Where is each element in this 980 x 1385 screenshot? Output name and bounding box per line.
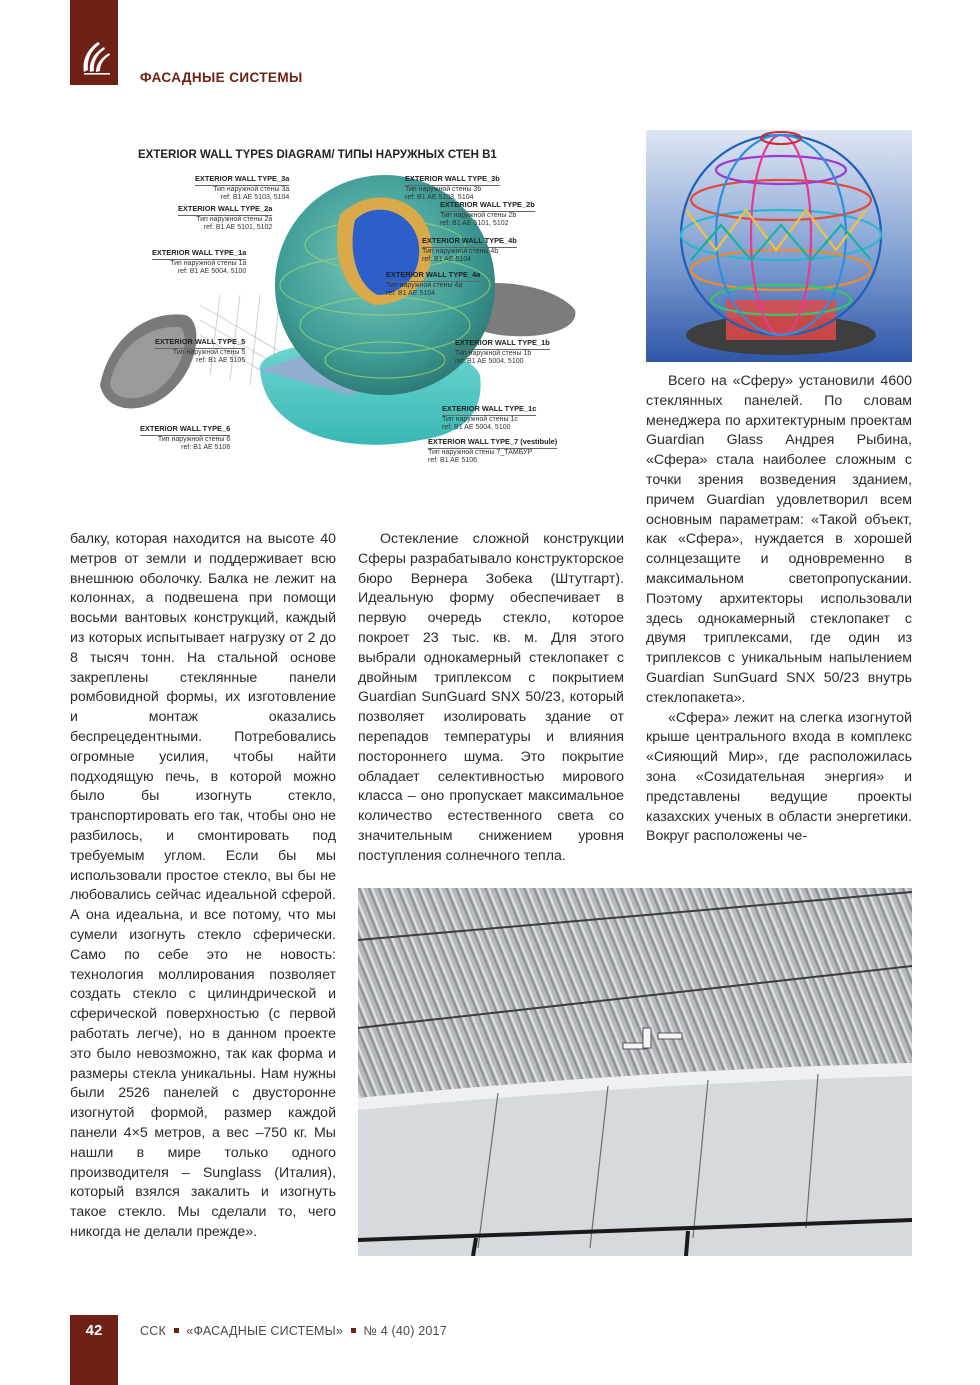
callout-wall-type-4b: EXTERIOR WALL TYPE_4b Тип наружной стены 4b ref: B1 AE 5104 [422, 236, 517, 263]
page-number: 42 [85, 1322, 103, 1339]
paragraph: Всего на «Сферу» установили 4600 стеклянных панелей. По словам менеджера по архитектурным проектам Guardian Glass Андрея Рыбина, «Сфера» стала наиболее сложным с точки зрения возведения зданием, причем Guardian удовлетворил всем основным параметрам: «Такой объект, как «Сфера», нуждается в хорошей солнцезащите и одновременно в максимальном светопропускании. Поэтому архитекторы использовали здесь однокамерный стеклопакет с двумя триплексами, где один из триплексов с уникальным напылением Guardian SunGuard SNX 50/23 внутрь стеклопакета». [646, 373, 912, 706]
article-column-2 [358, 530, 624, 867]
sphere-frame-image [646, 130, 912, 362]
footer-publication-info [140, 1324, 447, 1338]
magazine-logo-icon [78, 38, 112, 78]
section-title: ФАСАДНЫЕ СИСТЕМЫ [140, 70, 303, 85]
paragraph: балку, которая находится на высоте 40 метров от земли и поддерживает всю внешнюю оболочку. Балка не лежит на колоннах, а подвешена при помощи восьми вантовых конструкций, каждый из которых испытывает нагрузку от 2 до 8 тысяч тонн. На стальной основе закреплены стеклянные панели ромбовидной формы, их изготовление и монтаж оказались беспрецедентными. Потребовались огромные усилия, чтобы найти подходящую печь, в которой можно было бы изогнуть стекло, транспортировать его так, чтобы оно не разбилось, и смонтировать под требуемым углом. Если бы мы использовали простое стекло, вы бы не любовались сейчас идеальной сферой. А она идеальна, и все потому, что мы сумели изогнуть стекло сферически. Само по себе это не новость: технология моллирования позволяет создать стекло с цилиндрической и сферической поверхностью (с первой работать легче), но в данном проекте это было невозможно, так как форма и размеры стекла уникальны. Нам нужны были 2526 панелей с двусторонне изогнутой формой, размер каждой панели 4×5 метров, а вес –750 кг. Мы нашли в мире только одного производителя – Sunglass (Италия), который взялся закалить и изогнуть такое стекло. Мы сделали то, чего никогда не делали прежде». [70, 531, 336, 1240]
paragraph: «Сфера» лежит на слегка изогнутой крыше центрального входа в комплекс «Сияющий Мир», где расположилась зона «Созидательная энергия» и представлены ведущие проекты казахских ученых в области энергетики. Вокруг расположены че- [646, 709, 912, 845]
article-column-1 [70, 530, 336, 1243]
callout-wall-type-1a: EXTERIOR WALL TYPE_1a Тип наружной стены 1a ref: B1 AE 5004, 5100 [152, 248, 247, 275]
roof-photo [358, 888, 912, 1256]
article-column-3 [646, 372, 912, 847]
callout-wall-type-2a: EXTERIOR WALL TYPE_2a Тип наружной стены 2a ref: B1 AE 5101, 5102 [178, 204, 273, 231]
footer-issue: № 4 (40) 2017 [363, 1324, 447, 1338]
callout-wall-type-7: EXTERIOR WALL TYPE_7 (vestibule) Тип наружной стены 7_ТАМБУР ref: B1 AE 5106 [428, 437, 558, 464]
exterior-wall-types-diagram [90, 135, 590, 485]
callout-wall-type-3b: EXTERIOR WALL TYPE_3b Тип наружной стены 3b ref: B1 AE 5103, 5104 [405, 174, 500, 201]
footer-publisher: ССК [140, 1324, 166, 1338]
callout-wall-type-6: EXTERIOR WALL TYPE_6 Тип наружной стены 6 ref: B1 AE 5106 [140, 424, 231, 451]
callout-wall-type-2b: EXTERIOR WALL TYPE_2b Тип наружной стены 2b ref: B1 AE 5101, 5102 [440, 200, 535, 227]
bullet-square-icon [174, 1328, 179, 1333]
bullet-square-icon [351, 1328, 356, 1333]
callout-wall-type-1c: EXTERIOR WALL TYPE_1c Тип наружной стены 1c ref: B1 AE 5004, 5100 [442, 404, 537, 431]
callout-wall-type-3a: EXTERIOR WALL TYPE_3a Тип наружной стены 3a ref: B1 AE 5103, 5104 [195, 174, 290, 201]
callout-wall-type-1b: EXTERIOR WALL TYPE_1b Тип наружной стены 1b ref: B1 AE 5004, 5100 [455, 338, 550, 365]
callout-wall-type-5: EXTERIOR WALL TYPE_5 Тип наружной стены 5 ref: B1 AE 5105 [155, 337, 246, 364]
diagram-title: EXTERIOR WALL TYPES DIAGRAM/ ТИПЫ НАРУЖНЫХ СТЕН В1 [138, 149, 497, 161]
callout-wall-type-4a: EXTERIOR WALL TYPE_4a Тип наружной стены 4a ref: B1 AE 5104 [386, 270, 481, 297]
footer-magazine: «ФАСАДНЫЕ СИСТЕМЫ» [186, 1324, 344, 1338]
paragraph: Остекление сложной конструкции Сферы разрабатывало конструкторское бюро Вернера Зобека (Штутгарт). Идеальную форму обеспечивает в первую очередь стекло, которое покроет 23 тыс. кв. м. Для этого выбрали однокамерный стеклопакет с двойным триплексом с покрытием Guardian SunGuard SNX 50/23, который позволяет изолировать здание от перепадов температуры и влияния постороннего шума. Это покрытие обладает селективностью мирового класса – оно пропускает максимальное количество естественного света со значительным снижением уровня поступления солнечного тепла. [358, 531, 624, 864]
